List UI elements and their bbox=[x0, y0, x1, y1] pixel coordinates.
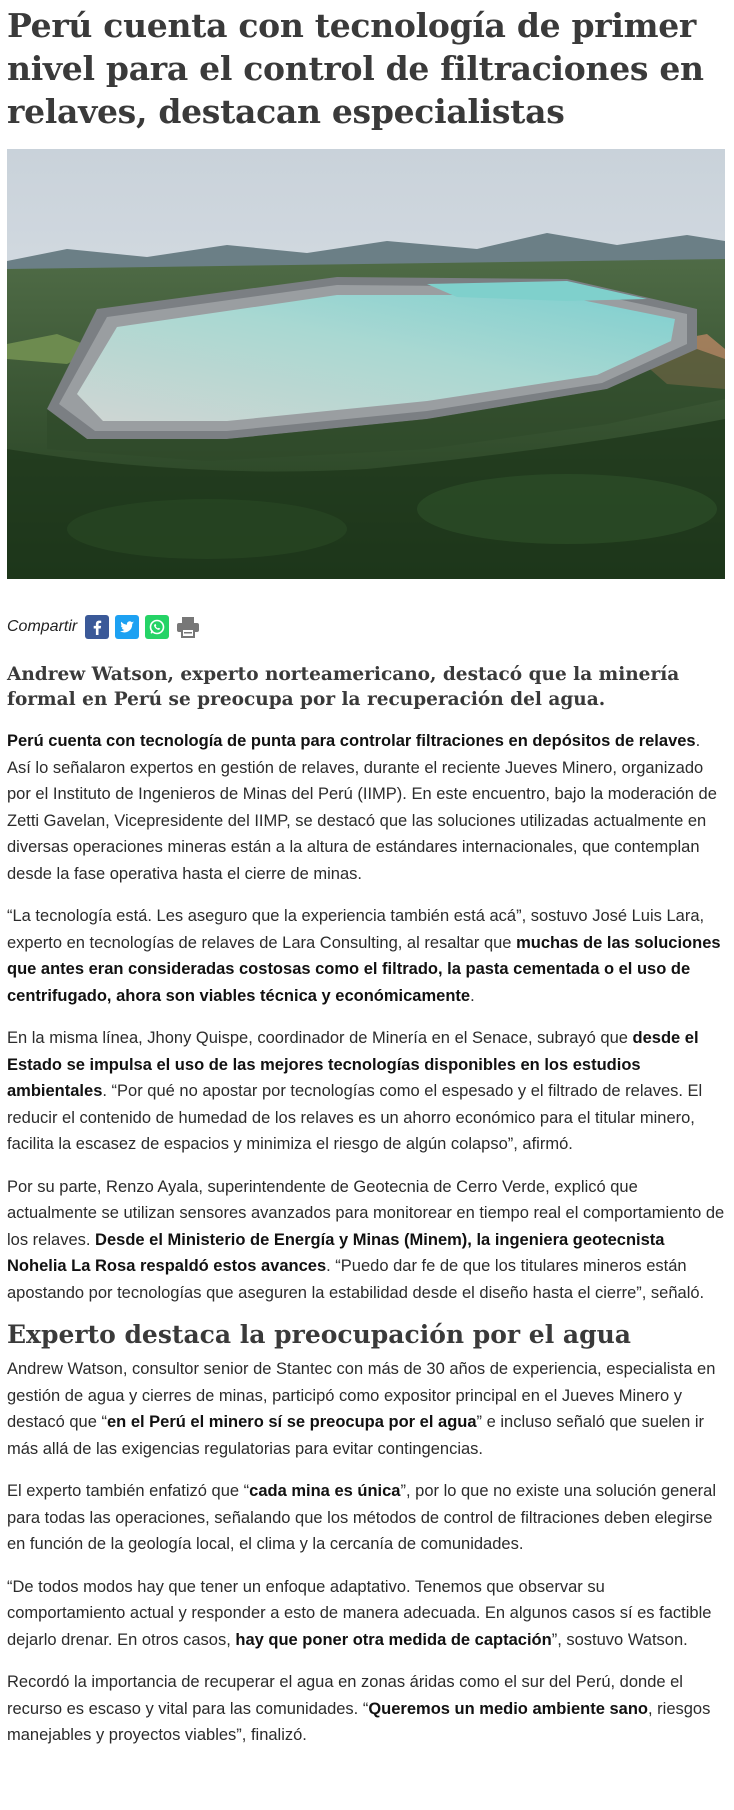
paragraph-4 bbox=[7, 1174, 725, 1307]
twitter-icon[interactable] bbox=[115, 615, 139, 639]
paragraph-6-text-a: El experto también enfatizó que “ bbox=[7, 1482, 250, 1500]
paragraph-7-text-a: “De todos modos hay que tener un enfoque adaptativo. Tenemos que observar su comportamiento actual y responder a esto de manera adecuada. En algunos casos sí es factible dejarlo drenar. En otros casos, bbox=[7, 1577, 712, 1649]
paragraph-2-bold: muchas de las soluciones que antes eran consideradas costosas como el filtrado, la pasta cementada o el uso de centrifugado, ahora son viables técnica y económicamente bbox=[7, 933, 721, 1005]
paragraph-4-bold: Desde el Ministerio de Energía y Minas (Minem), la ingeniera geotecnista Nohelia La Rosa respaldó estos avances bbox=[7, 1230, 665, 1275]
paragraph-8-bold: Queremos un medio ambiente sano bbox=[368, 1699, 648, 1718]
section-heading: Experto destaca la preocupación por el agua bbox=[7, 1320, 631, 1349]
paragraph-3-text-a: En la misma línea, Jhony Quispe, coordinador de Minería en el Senace, subrayó que bbox=[7, 1029, 633, 1047]
paragraph-7-bold: hay que poner otra medida de captación bbox=[235, 1630, 552, 1649]
whatsapp-icon[interactable] bbox=[145, 615, 169, 639]
paragraph-6-bold: cada mina es única bbox=[249, 1482, 401, 1500]
paragraph-8-text-a: Recordó la importancia de recuperar el agua en zonas áridas como el sur del Perú, donde el recurso es escaso y vital para las comunidades. “ bbox=[7, 1673, 683, 1718]
paragraph-4-text-b: . “Puedo dar fe de que los titulares mineros están apostando por tecnologías que aseguren la estabilidad desde el diseño hasta el cierre”, señaló. bbox=[7, 1257, 705, 1302]
paragraph-2-text-a: “La tecnología está. Les aseguro que la experiencia también está acá”, sostuvo José Luis Lara, experto en tecnologías de relaves de Lara Consulting, al resaltar que bbox=[7, 907, 705, 952]
paragraph-5-bold: en el Perú el minero sí se preocupa por el agua bbox=[106, 1413, 477, 1431]
paragraph-4-text-a: Por su parte, Renzo Ayala, superintendente de Geotecnia de Cerro Verde, explicó que actualmente se utilizan sensores avanzados para monitorear en tiempo real el comportamiento de los relaves. bbox=[7, 1177, 725, 1249]
paragraph-1 bbox=[7, 728, 725, 887]
facebook-icon[interactable] bbox=[85, 615, 109, 639]
paragraph-8-text-b: , riesgos manejables y proyectos viables”, finalizó. bbox=[7, 1699, 711, 1744]
paragraph-2-text-b: . bbox=[470, 986, 475, 1005]
article-lead: Andrew Watson, experto norteamericano, destacó que la minería formal en Perú se preocupa por la recuperación del agua. bbox=[7, 664, 680, 710]
paragraph-3-text-b: . “Por qué no apostar por tecnologías como el espesado y el filtrado de relaves. El reducir el contenido de humedad de los relaves es un ahorro económico para el titular minero, facilita la escasez de espacios y minimiza el riesgo de algún colapso”, afirmó. bbox=[7, 1082, 703, 1153]
paragraph-5-text-a: Andrew Watson, consultor senior de Stantec con más de 30 años de experiencia, especialista en gestión de agua y cierres de minas, participó como expositor principal en el Jueves Minero y destacó que “ bbox=[7, 1360, 716, 1431]
paragraph-1-bold: Perú cuenta con tecnología de punta para controlar filtraciones en depósitos de relaves bbox=[7, 732, 696, 750]
paragraph-5-text-b: ” e incluso señaló que suelen ir más allá de las exigencias regulatorias para evitar contingencias. bbox=[7, 1413, 705, 1458]
paragraph-1-text: . Así lo señalaron expertos en gestión de relaves, durante el reciente Jueves Minero, organizado por el Instituto de Ingenieros de Minas del Perú (IIMP). En este encuentro, bajo la moderación de Zetti Gavelan, Vicepresidente del IIMP, se destacó que las soluciones utilizadas actualmente en diversas operaciones mineras están a la altura de estándares internacionales, que contemplan desde la fase operativa hasta el cierre de minas. bbox=[7, 732, 717, 883]
article bbox=[7, 0, 725, 1749]
paragraph-8 bbox=[7, 1669, 725, 1749]
paragraph-7 bbox=[7, 1574, 725, 1654]
paragraph-2 bbox=[7, 903, 725, 1009]
paragraph-5 bbox=[7, 1356, 725, 1462]
paragraph-3-bold: desde el Estado se impulsa el uso de las mejores tecnologías disponibles en los estudios ambientales bbox=[7, 1029, 699, 1100]
article-title: Perú cuenta con tecnología de primer nivel para el control de filtraciones en relaves, destacan especialistas bbox=[7, 6, 704, 131]
paragraph-6 bbox=[7, 1478, 725, 1558]
hero-image bbox=[7, 149, 725, 579]
tailings-dam-photo bbox=[7, 149, 725, 579]
share-bar bbox=[7, 612, 725, 642]
share-label: Compartir bbox=[7, 618, 78, 635]
paragraph-6-text-b: ”, por lo que no existe una solución general para todas las operaciones, señalando que los métodos de control de filtraciones deben elegirse en función de la geología local, el clima y la cercanía de comunidades. bbox=[7, 1482, 717, 1553]
print-icon[interactable] bbox=[175, 615, 199, 639]
paragraph-3 bbox=[7, 1025, 725, 1158]
paragraph-7-text-b: ”, sostuvo Watson. bbox=[551, 1630, 688, 1649]
